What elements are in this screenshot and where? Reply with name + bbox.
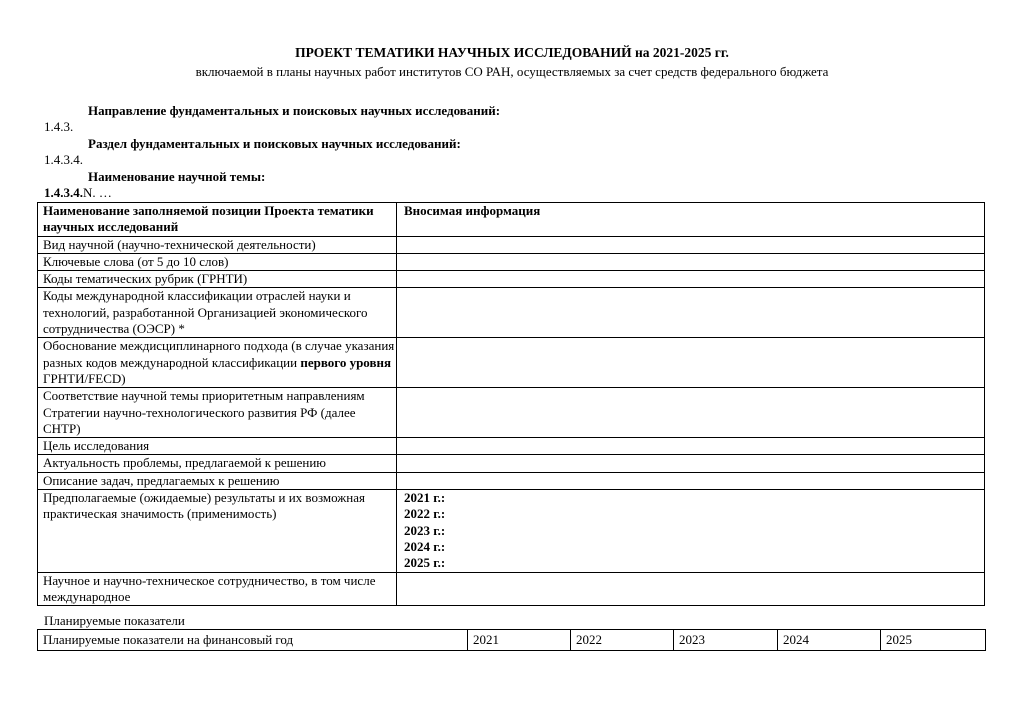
year-label: 2022 г.: — [404, 506, 446, 522]
row-label-part: ГРНТИ/FECD) — [43, 370, 126, 386]
row-input-cell[interactable] — [397, 236, 985, 253]
row-input-cell[interactable] — [397, 271, 985, 288]
fin-year-cell: 2024 — [778, 630, 881, 651]
table-row — [38, 630, 986, 651]
row-input-cell[interactable] — [397, 253, 985, 270]
row-label: Соответствие научной темы приоритетным направлениям Стратегии научно-технологического развития РФ (далее СНТР) — [38, 388, 397, 438]
row-input-cell[interactable] — [397, 472, 985, 489]
row-label: Ключевые слова (от 5 до 10 слов) — [38, 253, 397, 270]
table-row — [38, 236, 985, 253]
page-title: ПРОЕКТ ТЕМАТИКИ НАУЧНЫХ ИССЛЕДОВАНИЙ на 2021-2025 гг. — [295, 45, 729, 60]
page-subtitle: включаемой в планы научных работ институтов СО РАН, осуществляемых за счет средств федерального бюджета — [195, 64, 829, 79]
table-row — [38, 438, 985, 455]
topic-form-table — [37, 202, 985, 606]
fin-year-cell: 2021 — [468, 630, 571, 651]
fin-year-cell: 2025 — [881, 630, 986, 651]
table-header-row — [38, 203, 985, 237]
topic-code — [44, 185, 112, 201]
row-label: Описание задач, предлагаемых к решению — [38, 472, 397, 489]
year-label: 2024 г.: — [404, 538, 446, 554]
year-label: 2025 г.: — [404, 555, 446, 571]
row-label: Вид научной (научно-технической деятельности) — [38, 236, 397, 253]
table-row — [38, 288, 985, 338]
fin-label-cell: Планируемые показатели на финансовый год — [38, 630, 468, 651]
table-row — [38, 572, 985, 606]
row-input-cell[interactable] — [397, 572, 985, 606]
table-row — [38, 253, 985, 270]
fin-year-cell: 2022 — [571, 630, 674, 651]
topic-heading: Наименование научной темы: — [88, 169, 266, 184]
row-input-cell[interactable] — [397, 388, 985, 438]
topic-code-rest: N. … — [83, 185, 112, 200]
section-code: 1.4.3.4. — [44, 152, 83, 167]
row-label: Научное и научно-техническое сотрудничество, в том числе международное — [38, 572, 397, 606]
row-input-cell[interactable] — [397, 288, 985, 338]
direction-code: 1.4.3. — [44, 119, 74, 134]
row-label-interdisciplinary — [38, 338, 397, 388]
year-label: 2021 г.: — [404, 490, 446, 506]
topic-code-bold: 1.4.3.4. — [44, 185, 83, 200]
table-row — [38, 455, 985, 472]
fin-year-cell: 2023 — [674, 630, 778, 651]
row-input-cell[interactable] — [397, 438, 985, 455]
row-label: Коды тематических рубрик (ГРНТИ) — [38, 271, 397, 288]
row-input-cell[interactable] — [397, 455, 985, 472]
row-label-part: Обоснование междисциплинарного подхода (в случае указания разных кодов международной классификации — [43, 338, 395, 370]
header-col-info: Вносимая информация — [397, 203, 985, 237]
table-row — [38, 472, 985, 489]
section-heading: Раздел фундаментальных и поисковых научных исследований: — [88, 136, 461, 151]
row-label: Коды международной классификации отраслей науки и технологий, разработанной Организацией экономического сотрудничества (ОЭСР) * — [38, 288, 397, 338]
row-label-bold: первого уровня — [300, 354, 392, 370]
row-label: Предполагаемые (ожидаемые) результаты и их возможная практическая значимость (применимость) — [38, 490, 397, 572]
table-row — [38, 338, 985, 388]
direction-heading: Направление фундаментальных и поисковых научных исследований: — [88, 103, 501, 118]
header-col-position: Наименование заполняемой позиции Проекта тематики научных исследований — [38, 203, 397, 237]
financial-indicators-table — [37, 629, 986, 651]
table-row — [38, 271, 985, 288]
table-row — [38, 490, 985, 572]
row-label: Цель исследования — [38, 438, 397, 455]
row-label: Актуальность проблемы, предлагаемой к решению — [38, 455, 397, 472]
row-input-cell[interactable] — [397, 338, 985, 388]
year-label: 2023 г.: — [404, 522, 446, 538]
results-years-cell[interactable] — [397, 490, 985, 572]
table-row — [38, 388, 985, 438]
planned-indicators-label: Планируемые показатели — [44, 613, 185, 628]
